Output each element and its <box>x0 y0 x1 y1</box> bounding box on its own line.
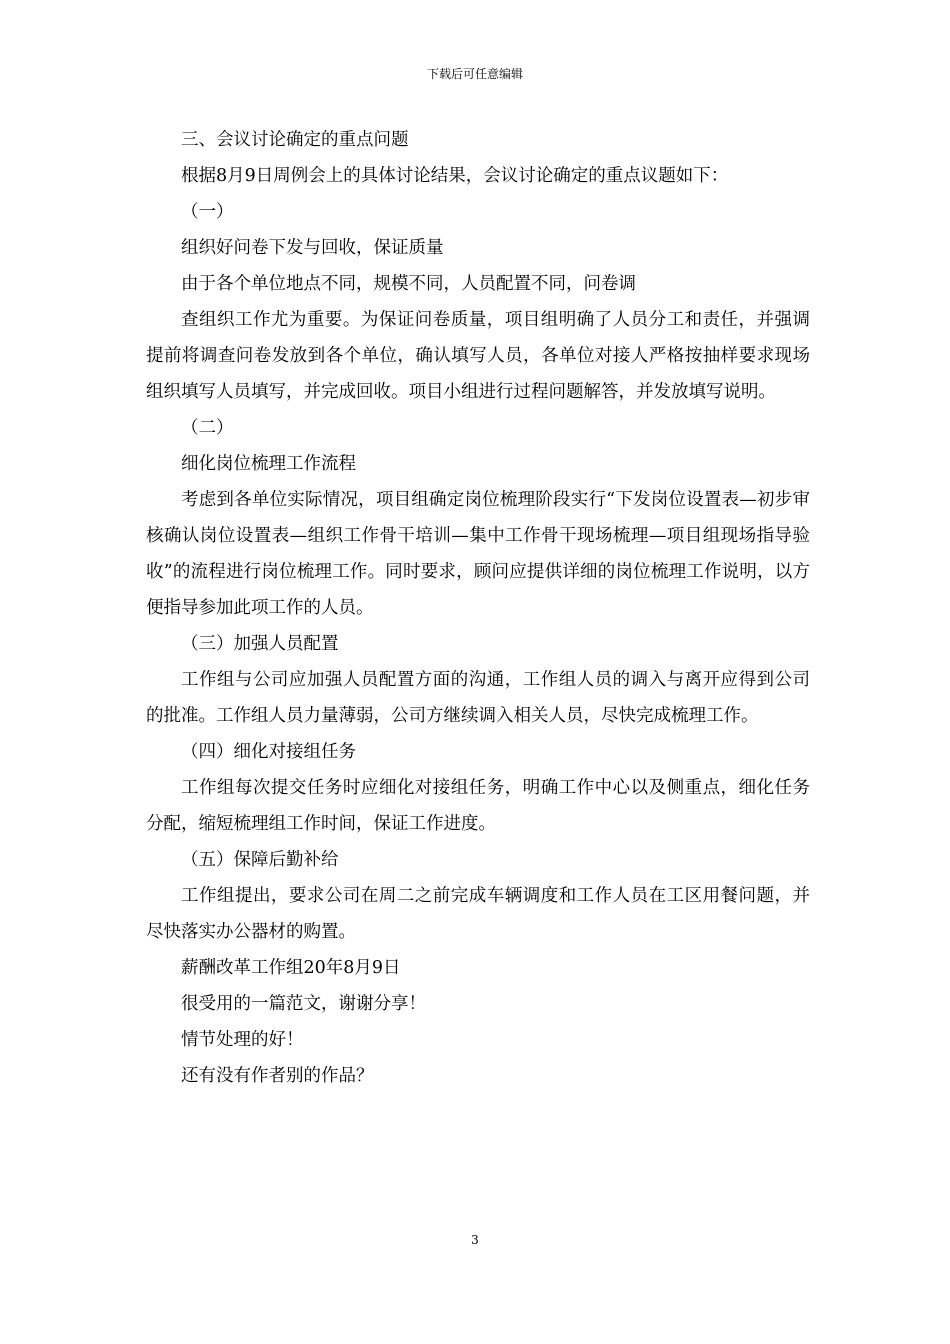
paragraph: 考虑到各单位实际情况，项目组确定岗位梳理阶段实行“下发岗位设置表—初步审核确认岗位设置表—组织工作骨干培训—集中工作骨干现场梳理—项目组现场指导验收”的流程进行岗位梳理工作。同时要求，顾问应提供详细的岗位梳理工作说明，以方便指导参加此项工作的人员。 <box>146 490 810 618</box>
paragraph: 工作组提出，要求公司在周二之前完成车辆调度和工作人员在工区用餐问题，并尽快落实办公器材的购置。 <box>146 886 810 942</box>
comment: 情节处理的好！ <box>181 1030 304 1050</box>
item-number: （一） <box>181 202 234 222</box>
item-title: 组织好问卷下发与回收，保证质量 <box>181 238 444 258</box>
paragraph: 根据8月9日周例会上的具体讨论结果，会议讨论确定的重点议题如下： <box>181 166 729 186</box>
signature-line: 薪酬改革工作组20年8月9日 <box>181 958 401 978</box>
paragraph: 工作组每次提交任务时应细化对接组任务，明确工作中心以及侧重点，细化任务分配，缩短梳理组工作时间，保证工作进度。 <box>146 778 810 834</box>
item-title: 细化岗位梳理工作流程 <box>181 454 356 474</box>
page-number: 3 <box>471 1233 479 1247</box>
comment: 很受用的一篇范文，谢谢分享！ <box>181 994 426 1014</box>
comment: 还有没有作者别的作品？ <box>181 1066 374 1086</box>
item-title: （四）细化对接组任务 <box>181 742 356 762</box>
page-header: 下载后可任意编辑 <box>426 67 523 81</box>
document-body <box>146 122 810 1094</box>
paragraph: 工作组与公司应加强人员配置方面的沟通，工作组人员的调入与离开应得到公司的批准。工作组人员力量薄弱，公司方继续调入相关人员，尽快完成梳理工作。 <box>146 670 810 726</box>
paragraph: 查组织工作尤为重要。为保证问卷质量，项目组明确了人员分工和责任，并强调提前将调查问卷发放到各个单位，确认填写人员，各单位对接人严格按抽样要求现场组织填写人员填写，并完成回收。项目小组进行过程问题解答，并发放填写说明。 <box>146 310 810 402</box>
section-heading: 三、会议讨论确定的重点问题 <box>181 130 409 150</box>
item-title: （三）加强人员配置 <box>181 634 339 654</box>
item-title: （五）保障后勤补给 <box>181 850 339 870</box>
paragraph: 由于各个单位地点不同，规模不同，人员配置不同，问卷调 <box>181 274 636 294</box>
item-number: （二） <box>181 418 234 438</box>
